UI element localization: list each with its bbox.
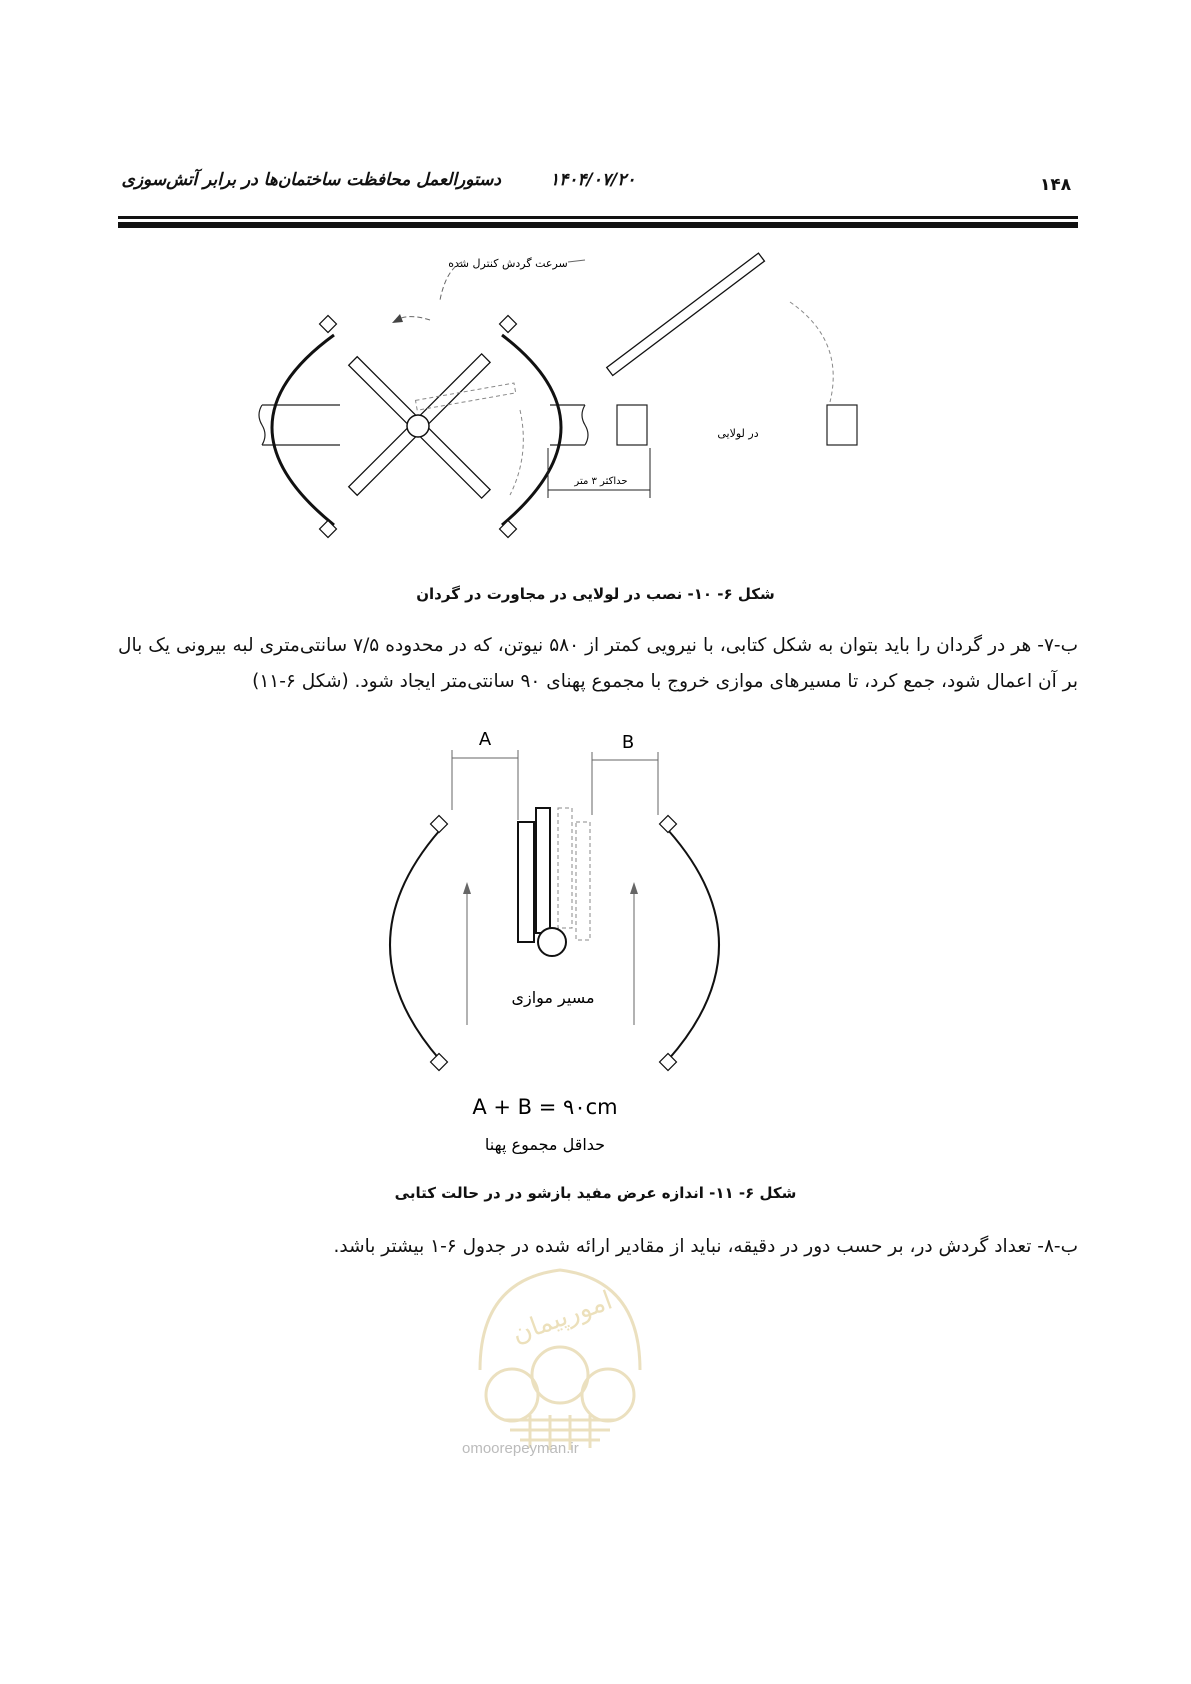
header-rule-thin — [118, 216, 1078, 219]
swing-arc-dashed — [510, 410, 523, 495]
header-rule-thick — [118, 222, 1078, 228]
drum-arc-left — [272, 335, 334, 525]
drum-post — [431, 1054, 448, 1071]
hinged-door-leaf — [607, 253, 765, 375]
drum-arc-left — [390, 830, 440, 1060]
hinged-door-label: در لولایی — [717, 427, 759, 440]
central-hub — [538, 928, 566, 956]
drum-arc-right — [502, 335, 561, 525]
folded-wing-2 — [536, 808, 550, 933]
parallel-path-label: مسیر موازی — [511, 988, 595, 1007]
drum-post — [320, 316, 337, 333]
label-b: B — [621, 732, 635, 753]
figure2-caption: شکل ۶- ۱۱- اندازه عرض مفید بازشو در در حالت کتابی — [394, 1184, 797, 1202]
formula: A + B = ۹۰cm — [472, 1095, 618, 1119]
svg-text:امورپیمان: امورپیمان — [508, 1285, 617, 1350]
middle-wall — [550, 405, 588, 445]
central-hub — [407, 415, 429, 437]
speed-leader-line — [568, 260, 585, 262]
speed-label: سرعت گردش کنترل شده — [448, 257, 568, 270]
drum-arc-right — [668, 830, 719, 1060]
figure-revolving-hinged-door — [0, 240, 1191, 570]
min-width-label: حداقل مجموع پهنا — [484, 1135, 606, 1154]
header-date: ۱۴۰۴/۰۷/۲۰ — [550, 170, 636, 190]
gear-icon — [582, 1369, 634, 1421]
max-distance-label: حداکثر ۳ متر — [574, 476, 628, 487]
ghost-wing-1 — [558, 808, 572, 928]
gear-icon — [532, 1347, 588, 1403]
hinged-swing-arc — [790, 302, 833, 402]
figure-book-fold-door — [0, 720, 1191, 1160]
figure1-caption: شکل ۶- ۱۰- نصب در لولایی در مجاورت در گردان — [416, 585, 775, 603]
hinged-door-jamb-right — [827, 405, 857, 445]
ghost-wing-2 — [576, 822, 590, 940]
page-number: ۱۴۸ — [1040, 175, 1072, 195]
paragraph-b7: ب-۷- هر در گردان را باید بتوان به شکل کتابی، با نیرویی کمتر از ۵۸۰ نیوتن، که در محدوده ۷/۵ سانتی‌متری لبه بیرونی یک بال بر آن اعمال شود، جمع کرد، تا مسیرهای موازی خروج با مجموع پهنای ۹۰ سانتی‌متر ایجاد شود. (شکل ۶-۱۱) — [118, 635, 1078, 692]
header-title: دستورالعمل محافظت ساختمان‌ها در برابر آتش‌سوزی — [121, 170, 501, 190]
arrow-head-icon — [392, 314, 403, 323]
watermark-site: omoorepeyman.ir — [462, 1440, 579, 1457]
drum-post — [500, 316, 517, 333]
arrow-head-icon — [630, 882, 638, 894]
folded-wing-1 — [518, 822, 534, 942]
drum-post — [660, 1054, 677, 1071]
label-a: A — [478, 729, 492, 750]
arrow-head-icon — [463, 882, 471, 894]
gear-icon — [486, 1369, 538, 1421]
hinged-door-jamb-left — [617, 405, 647, 445]
paragraph-b8: ب-۸- تعداد گردش در، بر حسب دور در دقیقه، نباید از مقادیر ارائه شده در جدول ۶-۱ بیشتر باشد. — [333, 1236, 1078, 1257]
watermark-logo — [450, 1250, 670, 1460]
drum-post — [431, 816, 448, 833]
door-wings — [349, 354, 516, 498]
drum-post — [660, 816, 677, 833]
